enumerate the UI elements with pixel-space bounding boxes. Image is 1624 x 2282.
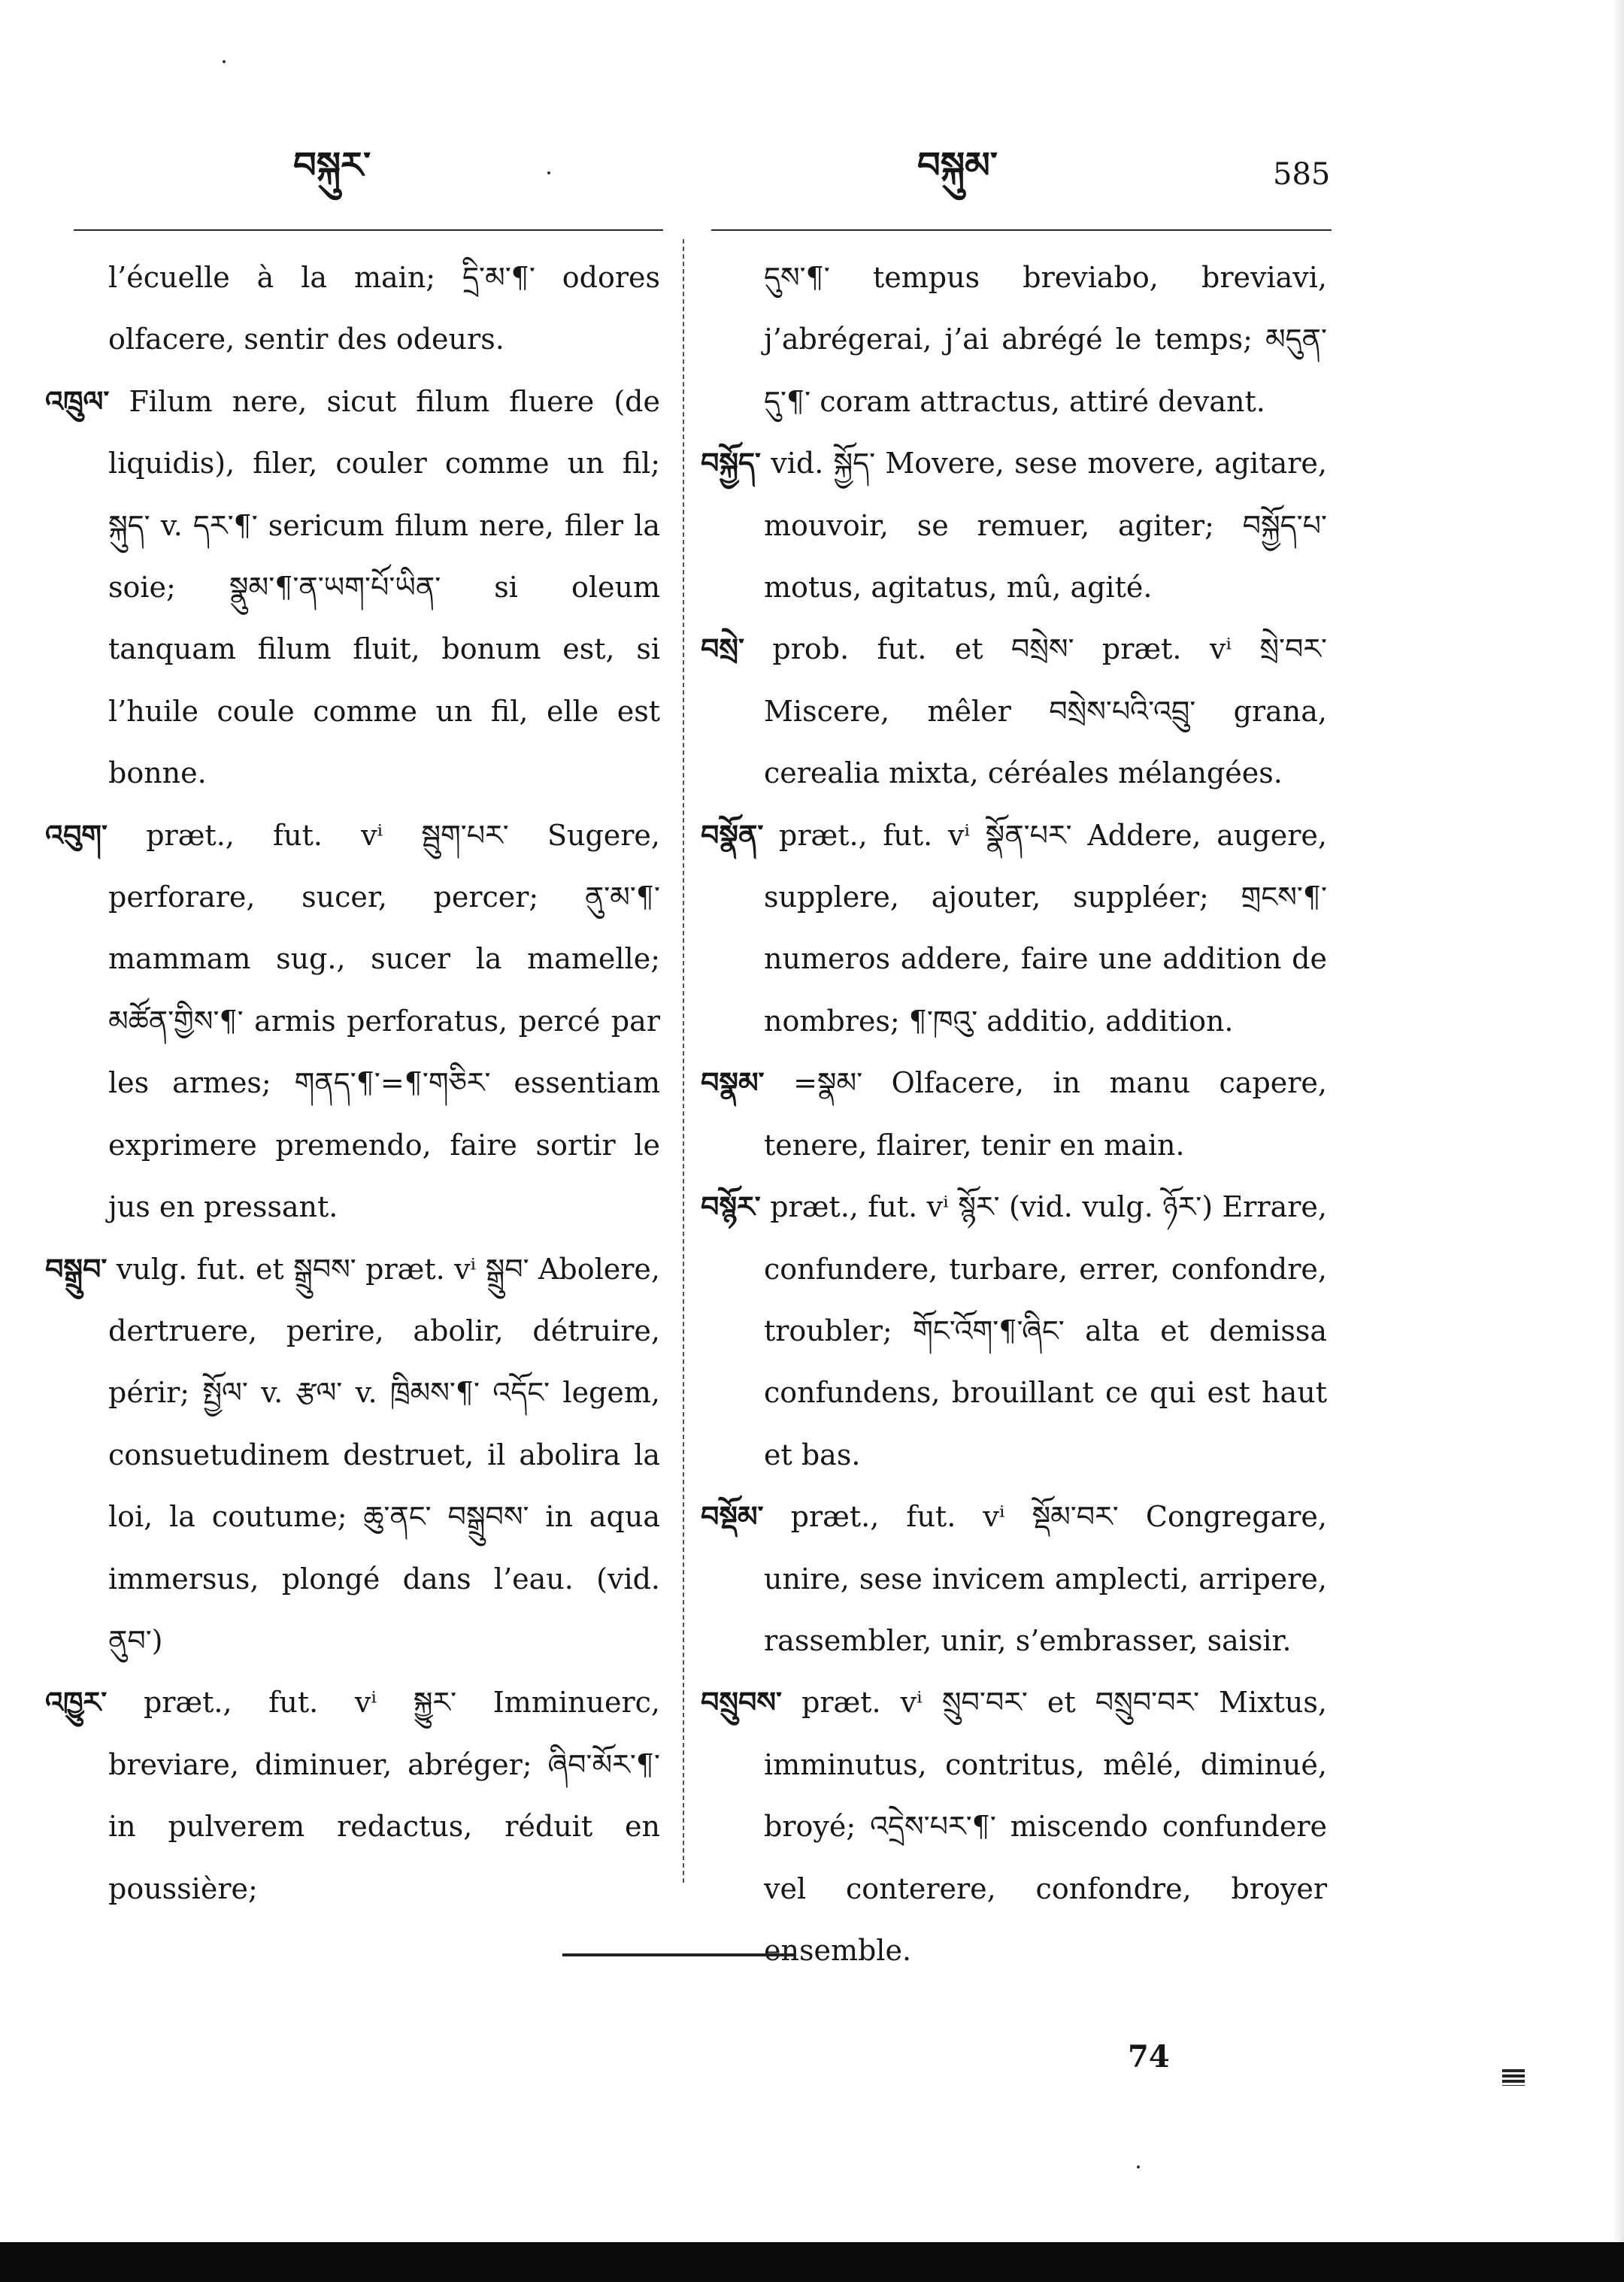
dictionary-entry xyxy=(701,1486,1327,1671)
entry-definition: =སྣམ་ Olfacere, in manu capere, tenere, flairer, tenir en main. xyxy=(764,1066,1327,1162)
paper-speck xyxy=(1137,2165,1140,2168)
entry-definition: præt., fut. vⁱ སྙོར་ (vid. vulg. ཉོར་) Errare, confundere, turbare, errer, confondre, troubler; གོང་འོག་¶་ཞིང་ alta et demissa confundens, brouillant ce qui est haut et bas. xyxy=(764,1190,1327,1471)
header-rule-left xyxy=(74,229,663,231)
entry-definition: præt. vⁱ སྲུབ་བར་ et བསྲུབ་བར་ Mixtus, imminutus, contritus, mêlé, diminué, broyé; འདྲེས་པར་¶་ miscendo confundere vel conterere, confondre, broyer ensemble. xyxy=(764,1686,1327,1967)
entry-headword: འཁྱུར་ xyxy=(45,1685,108,1720)
dictionary-entry xyxy=(45,371,660,805)
dictionary-entry xyxy=(701,1671,1327,1981)
entry-definition: prob. fut. et བསྲེས་ præt. vⁱ སྲེ་བར་ Miscere, mêler བསྲེས་པའི་འབྲུ་ grana, cerealia mixta, céréales mélangées. xyxy=(764,632,1327,790)
right-column xyxy=(701,247,1327,1981)
left-opening-text: l’écuelle à la main; དྲི་མ་¶་ odores olfacere, sentir des odeurs. xyxy=(108,261,660,356)
entry-headword: བསྙོར་ xyxy=(701,1189,761,1224)
entry-definition: præt., fut. vⁱ སྐྱུར་ Imminuerc, breviare, diminuer, abréger; ཞིབ་མོར་¶་ in pulverem redactus, réduit en poussière; xyxy=(108,1686,660,1905)
dictionary-entry xyxy=(701,1052,1327,1176)
entry-headword: བསྒྲུབ་ xyxy=(45,1251,108,1286)
printer-mark xyxy=(1502,2069,1525,2086)
entry-headword: འཁྲུལ་ xyxy=(45,383,110,418)
entry-headword: བསྣོན་ xyxy=(701,817,764,852)
left-column xyxy=(45,247,660,1920)
dictionary-entry xyxy=(45,805,660,1238)
header-rule-right xyxy=(711,229,1332,231)
dictionary-entry xyxy=(45,1238,660,1672)
page-number: 585 xyxy=(1273,157,1331,192)
dictionary-entry xyxy=(701,618,1327,804)
dictionary-entry xyxy=(45,1671,660,1920)
paper-speck xyxy=(547,171,550,174)
right-opening-text: དུས་¶་ tempus breviabo, breviavi, j’abrégerai, j’ai abrégé le temps; མདུན་ དུ་¶་ coram attractus, attiré devant. xyxy=(764,261,1327,418)
entry-definition: vulg. fut. et སྒྲུབས་ præt. vⁱ སྒྲུབ་ Abolere, dertruere, perire, abolir, détruire, périr; སྤྱོལ་ v. རྩལ་ v. ཁྲིམས་¶་ འདོང་ legem, consuetudinem destruet, il abolira la loi, la coutume; ཆུ་ནང་ བསྒྲུབས་ in aqua immersus, plongé dans l’eau. (vid. ནུབ་) xyxy=(108,1252,660,1657)
entry-definition: præt., fut. vⁱ སྡོམ་བར་ Congregare, unire, sese invicem amplecti, arripere, rassembler, unir, s’embrasser, saisir. xyxy=(764,1500,1327,1657)
entry-definition: Filum nere, sicut filum fluere (de liquidis), filer, couler comme un fil; སྐུད་ v. དར་¶་ sericum filum nere, filer la soie; སྣུམ་¶་ན་ཡག་པོ་ཡིན་ si oleum tanquam filum fluit, bonum est, si l’huile coule comme un fil, elle est bonne. xyxy=(108,384,660,790)
paper-speck xyxy=(223,60,226,63)
entry-definition: præt., fut. vⁱ སྦུག་པར་ Sugere, perforare, sucer, percer; ནུ་མ་¶་ mammam sug., sucer la mamelle; མཚོན་གྱིས་¶་ armis perforatus, percé par les armes; གནད་¶་=¶་གཅིར་ essentiam exprimere premendo, faire sortir le jus en pressant. xyxy=(108,818,660,1224)
entry-headword: བསྲུབས་ xyxy=(701,1685,782,1720)
dictionary-entry xyxy=(701,432,1327,618)
scan-edge-shadow xyxy=(1613,0,1624,2242)
signature-mark: 74 xyxy=(1128,2039,1170,2074)
entry-headword: འབུག་ xyxy=(45,817,108,852)
scan-bottom-border xyxy=(0,2242,1624,2282)
entry-headword: བསྡོམ་ xyxy=(701,1499,764,1534)
entry-definition: præt., fut. vⁱ སྣོན་པར་ Addere, augere, supplere, ajouter, suppléer; གྲངས་¶་ numeros addere, faire une addition de nombres; ¶་ཁའུ་ additio, addition. xyxy=(764,818,1327,1038)
entry-definition: vid. སྐྱོད་ Movere, sese movere, agitare, mouvoir, se remuer, agiter; བསྐྱོད་པ་ motus, agitatus, mû, agité. xyxy=(764,447,1327,605)
entry-headword: བསྐྱོད་ xyxy=(701,446,761,480)
entry-headword: བསྣམ་ xyxy=(701,1065,765,1100)
dictionary-entry xyxy=(701,805,1327,1053)
footer-rule xyxy=(562,1953,795,1956)
entry-headword: བསྲེ་ xyxy=(701,632,744,666)
running-head-left: བསྐུར་ xyxy=(293,144,371,186)
running-head-right: བསྐུམ་ xyxy=(917,144,998,186)
dictionary-entry xyxy=(701,1176,1327,1486)
column-divider xyxy=(683,239,684,1883)
